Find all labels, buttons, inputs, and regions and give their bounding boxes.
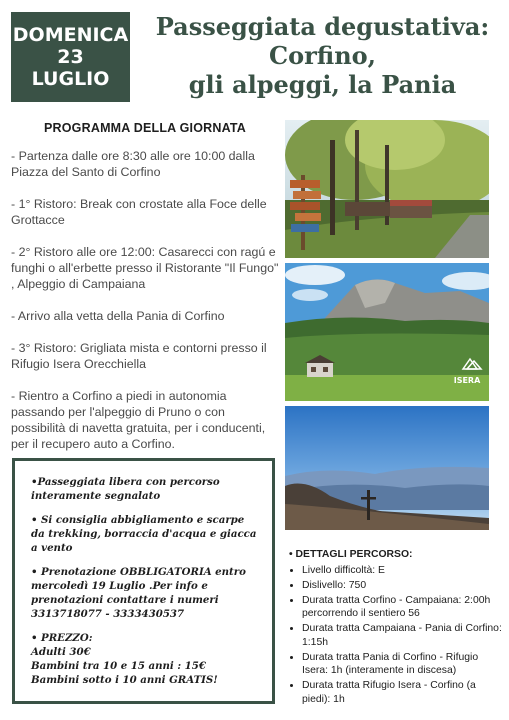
details-item: • Durata tratta Rifugio Isera - Corfino (a piedi): 1h: [302, 679, 503, 706]
details-heading-text: DETTAGLI PERCORSO:: [295, 549, 413, 560]
price-free: Bambini sotto i 10 anni GRATIS!: [31, 674, 218, 686]
details-heading: • DETTAGLI PERCORSO:: [289, 549, 413, 560]
details-item: • Durata tratta Pania di Corfino - Rifugio Isera: 1h (interamente in discesa): [302, 651, 503, 678]
program-list: [11, 148, 279, 468]
details-list: [289, 564, 503, 707]
photo-summit-cross: [285, 406, 489, 530]
info-booking: • Prenotazione OBBLIGATORIA entro mercoledì 19 Luglio .Per info e prenotazioni contattare i numeri 3313718077 - 3333430537: [31, 566, 246, 620]
info-box: [12, 458, 275, 704]
title-line-1: Passeggiata degustativa:: [155, 12, 490, 41]
info-route: •Passeggiata libera con percorso interamente segnalato: [31, 476, 220, 502]
details-item: • Durata tratta Corfino - Campaiana: 2:00h percorrendo il sentiero 56: [302, 594, 503, 621]
photo-mountain-hut: [285, 263, 489, 401]
info-equipment: • Si consiglia abbigliamento e scarpe da trekking, borraccia d'acqua e giacca a vento: [31, 514, 257, 554]
date-box: [11, 12, 130, 102]
page-title: [145, 12, 500, 99]
date-weekday: DOMENICA: [12, 24, 129, 46]
program-item: - 1° Ristoro: Break con crostate alla Foce delle Grottacce: [11, 197, 267, 227]
program-item: - 2° Ristoro alle ore 12:00: Casarecci con ragú e funghi o all'erbette presso il Ristorante "Il Fungo" , Alpeggio di Campaiana: [11, 245, 279, 291]
title-line-3: gli alpeggi, la Pania: [188, 70, 457, 99]
details-item: • Durata tratta Campaiana - Pania di Corfino: 1:15h: [302, 622, 503, 649]
price-section: [31, 631, 260, 687]
route-details: [289, 548, 503, 708]
title-line-2: Corfino,: [268, 41, 376, 70]
price-adults: Adulti 30€: [31, 646, 91, 658]
isera-logo: ISERA: [453, 376, 481, 385]
photo-forest-trail: [285, 120, 489, 258]
program-item: - 3° Ristoro: Grigliata mista e contorni presso il Rifugio Isera Orecchiella: [11, 341, 267, 371]
date-day: 23: [57, 46, 84, 68]
details-item: • Dislivello: 750: [302, 579, 503, 593]
details-item: • Livello difficoltà: E: [302, 564, 503, 578]
price-heading: • PREZZO:: [31, 632, 93, 644]
program-heading: PROGRAMMA DELLA GIORNATA: [44, 121, 247, 135]
program-item: - Partenza dalle ore 8:30 alle ore 10:00 dalla Piazza del Santo di Corfino: [11, 149, 255, 179]
date-month: LUGLIO: [31, 68, 110, 90]
price-kids: Bambini tra 10 e 15 anni : 15€: [31, 660, 206, 672]
program-item: - Arrivo alla vetta della Pania di Corfino: [11, 309, 225, 323]
program-item: - Rientro a Corfino a piedi in autonomia passando per l'alpeggio di Pruno o con possibilità di navetta gratuita, per i conducenti, per il recupero auto a Corfino.: [11, 389, 266, 451]
